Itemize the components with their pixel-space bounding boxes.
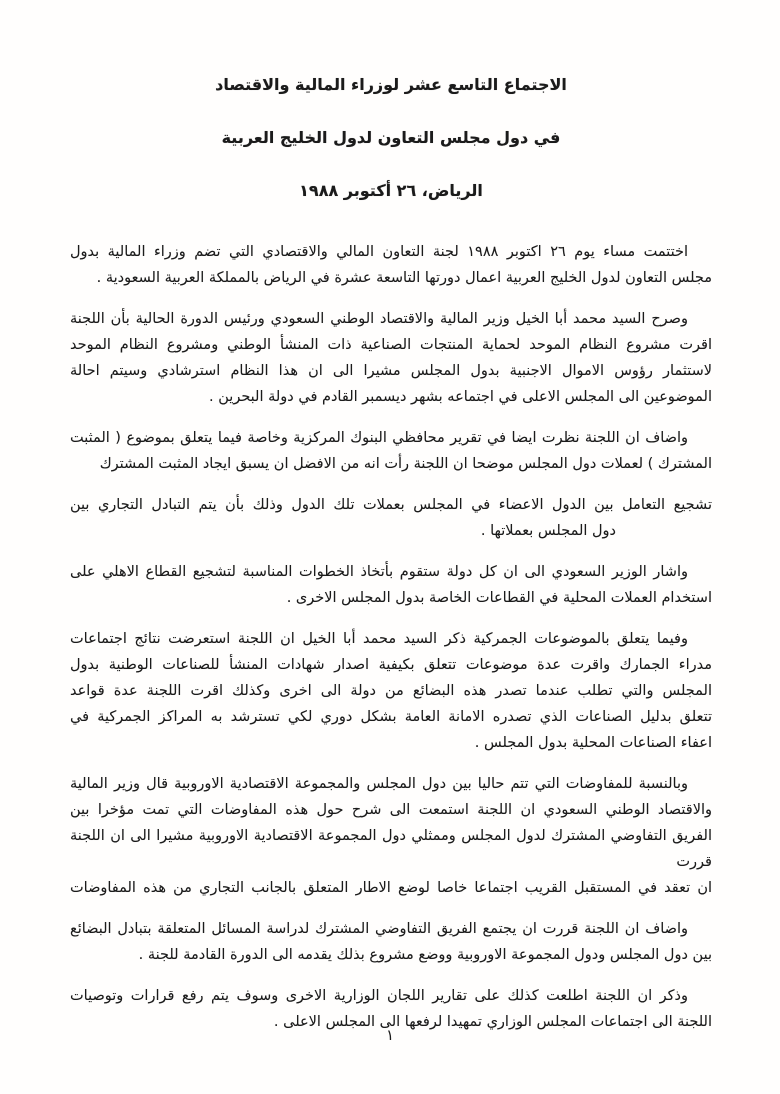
text-line: مجلس التعاون لدول الخليج العربية اعمال دورتها التاسعة عشرة في الرياض بالمملكة العربية السعودية . — [96, 270, 712, 286]
text-line: وصرح السيد محمد أبا الخيل وزير المالية والاقتصاد الوطني السعودي ورئيس الدورة الحالية بأن اللجنة — [70, 311, 688, 327]
paragraph-1 — [70, 239, 712, 291]
document-title — [70, 75, 712, 201]
text-line: واضاف ان اللجنة نظرت ايضا في تقرير محافظي البنوك المركزية وخاصة فيما يتعلق بموضوع ( المثبت — [70, 430, 688, 446]
title-line-1: الاجتماع التاسع عشر لوزراء المالية والاقتصاد — [215, 75, 567, 94]
text-line: استخدام العملات المحلية في القطاعات الخاصة بدول المجلس الاخرى . — [286, 590, 712, 606]
text-line: وفيما يتعلق بالموضوعات الجمركية ذكر السيد محمد أبا الخيل ان اللجنة استعرضت نتائج اجتماعات — [70, 631, 688, 647]
text-line: دول المجلس بعملاتها . — [480, 523, 616, 539]
paragraph-4 — [70, 492, 712, 544]
text-line: وبالنسبة للمفاوضات التي تتم حاليا بين دول المجلس والمجموعة الاقتصادية الاوروبية قال وزير المالية — [70, 776, 688, 792]
text-line: تشجيع التعامل بين الدول الاعضاء في المجلس بعملات تلك الدول وذلك بأن يتم التبادل التجاري بين — [70, 497, 712, 513]
text-line: واضاف ان اللجنة قررت ان يجتمع الفريق التفاوضي المشترك لدراسة المسائل المتعلقة بتبادل البضائع — [70, 921, 688, 937]
paragraph-2 — [70, 306, 712, 410]
title-line-3: الرياض، ٢٦ أكتوبر ١٩٨٨ — [299, 181, 483, 200]
paragraph-3 — [70, 425, 712, 477]
paragraph-8 — [70, 916, 712, 968]
text-line: واشار الوزير السعودي الى ان كل دولة ستقوم بأتخاذ الخطوات المناسبة لتشجيع القطاع الاهلي على — [70, 564, 688, 580]
text-line: المشترك ) لعملات دول المجلس موضحا ان اللجنة رأت انه من الافضل ان يسبق ايجاد المثبت المشترك — [99, 456, 712, 472]
paragraph-7 — [70, 771, 712, 901]
text-line: ان تعقد في المستقبل القريب اجتماعا خاصا لوضع الاطار المتعلق بالجانب التجاري من هذه المفاوضات — [70, 880, 712, 896]
text-line: بين دول المجلس ودول المجموعة الاوروبية ووضع مشروع بذلك يقدمه الى الدورة القادمة للجنة . — [138, 947, 712, 963]
text-line: تتعلق بدليل الصناعات الذي تصدره الامانة العامة بشكل دوري لكي تسترشد به المراكز الجمركية في — [70, 709, 712, 725]
text-line: المجلس والتي تطلب عندما تصدر هذه البضائع من دولة الى اخرى وكذلك اقرت اللجنة عدة قواعد — [70, 683, 712, 699]
text-line: اللجنة الى اجتماعات المجلس الوزاري تمهيدا لرفعها الى المجلس الاعلى . — [273, 1014, 712, 1030]
text-line: مدراء الجمارك واقرت عدة موضوعات تتعلق بكيفية اصدار شهادات المنشأ للصناعات الوطنية بدول — [70, 657, 712, 673]
text-line: اختتمت مساء يوم ٢٦ اكتوبر ١٩٨٨ لجنة التعاون المالي والاقتصادي التي تضم وزراء المالية بدول — [70, 244, 688, 260]
document-body — [70, 239, 712, 1035]
text-line: وذكر ان اللجنة اطلعت كذلك على تقارير اللجان الوزارية الاخرى وسوف يتم رفع قرارات وتوصيات — [70, 988, 688, 1004]
text-line: اعفاء الصناعات المحلية بدول المجلس . — [474, 735, 712, 751]
text-line: الفريق التفاوضي المشترك لدول المجلس وممثلي دول المجموعة الاقتصادية الاوروبية مشيرا الى ان اللجنة قررت — [70, 828, 712, 870]
text-line: لاستثمار رؤوس الاموال الاجنبية بدول المجلس مشيرا الى ان هذا النظام استرشادي وسيتم احالة — [70, 363, 712, 379]
title-line-2: في دول مجلس التعاون لدول الخليج العربية — [221, 128, 561, 147]
paragraph-5 — [70, 559, 712, 611]
page-number: ١ — [385, 1026, 395, 1044]
paragraph-6 — [70, 626, 712, 756]
text-line: اقرت مشروع النظام الموحد لحماية المنتجات الصناعية ذات المنشأ الوطني ومشروع النظام الموحد — [70, 337, 712, 353]
document-content — [70, 75, 712, 1050]
text-line: والاقتصاد الوطني السعودي ان اللجنة استمعت الى شرح حول هذه المفاوضات التي تمت مؤخرا بين — [70, 802, 712, 818]
text-line: الموضوعين الى المجلس الاعلى في اجتماعه بشهر ديسمبر القادم في دولة البحرين . — [209, 389, 712, 405]
